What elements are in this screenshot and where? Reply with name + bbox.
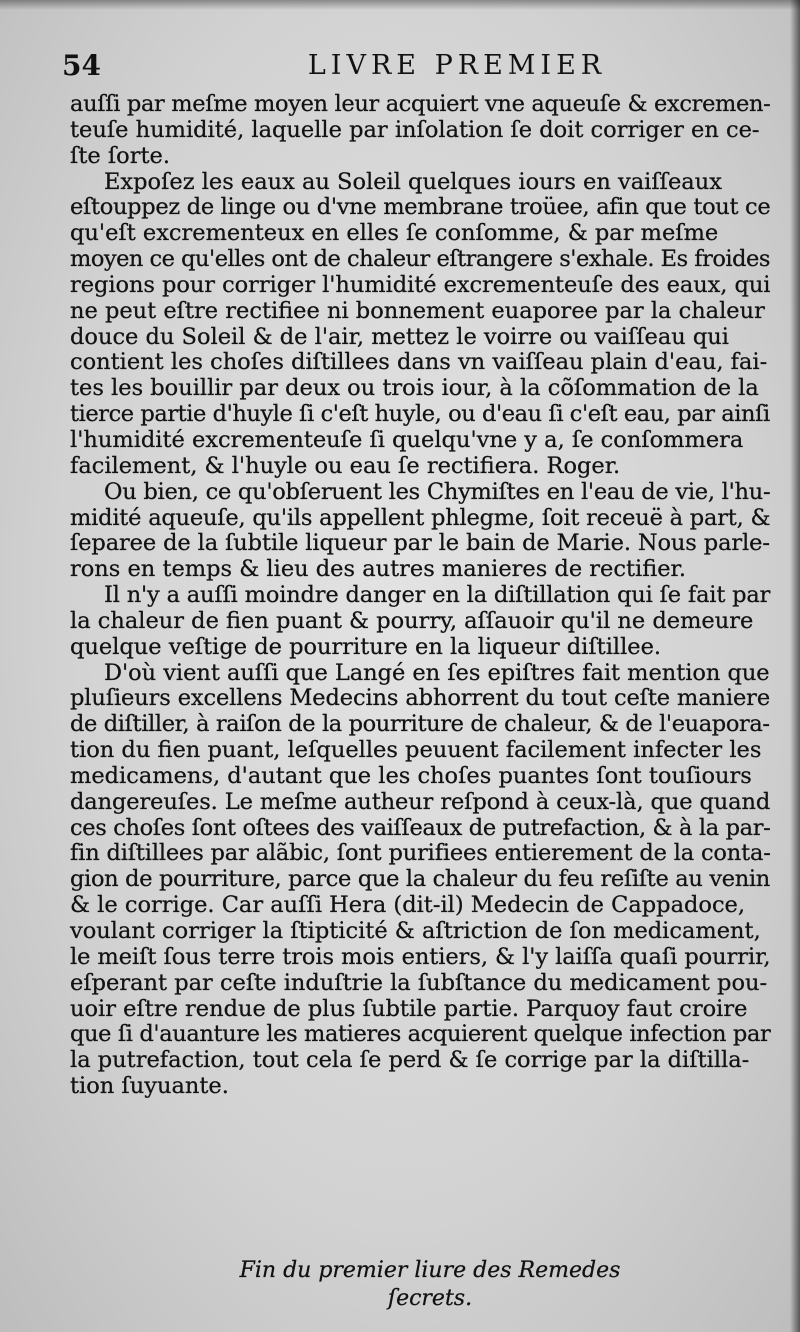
text-line: eſtouppez de linge ou d'vne membrane troüee, afin que tout ce — [70, 194, 771, 221]
text-line: tion ſuyuante. — [70, 1073, 229, 1100]
text-line: fin diſtillees par alãbic, ſont purifiees entierement de la conta- — [70, 840, 771, 867]
text-line: regions pour corriger l'humidité excrementeuſe des eaux, qui — [70, 271, 771, 298]
text-line: ſte ſorte. — [70, 142, 170, 169]
text-line: gion de pourriture, parce que la chaleur du feu reſiſte au venin — [70, 866, 770, 893]
text-line: qu'eſt excrementeux en elles ſe conſomme, & par meſme — [70, 220, 719, 247]
page-binding-shadow — [790, 0, 800, 1332]
text-line: teuſe humidité, laquelle par inſolation ſe doit corriger en ce- — [70, 116, 760, 143]
text-line: tierce partie d'huyle ſi c'eſt huyle, ou d'eau ſi c'eſt eau, par ainſi — [70, 401, 770, 428]
text-line: l'humidité excrementeuſe ſi quelqu'vne y a, ſe conſommera — [70, 426, 744, 453]
page-header — [62, 48, 752, 84]
text-line: voulant corriger la ſtipticité & aſtriction de ſon medicament, — [70, 918, 761, 944]
text-line: auſſi par meſme moyen leur acquiert vne aqueuſe & excremen- — [70, 91, 771, 117]
text-line: tes les bouillir par deux ou trois iour, à la cõſommation de la — [70, 375, 759, 402]
text-line: ne peut eſtre rectifiee ni bonnement euaporee par la chaleur — [70, 297, 765, 324]
text-line: eſperant par ceſte induſtrie la ſubſtance du medicament pou- — [70, 969, 768, 996]
page-top-shadow — [0, 0, 800, 10]
text-line: & le corrige. Car auſſi Hera (dit-il) Medecin de Cappadoce, — [70, 892, 746, 919]
text-line: pluſieurs excellens Medecins abhorrent du tout ceſte maniere — [70, 685, 771, 712]
text-line: facilement, & l'huyle ou eau ſe rectifiera. Roger. — [70, 452, 621, 479]
running-head: LIVRE PREMIER — [307, 50, 607, 81]
text-line: D'où vient auſſi que Langé en ſes epiſtres fait mention que — [104, 659, 770, 686]
text-line: ſeparee de la ſubtile liqueur par le bain de Marie. Nous parle- — [70, 530, 770, 557]
page-number: 54 — [62, 49, 101, 82]
text-line: que ſi d'auanture les matieres acquierent quelque infection par — [70, 1021, 771, 1048]
text-line: Ou bien, ce qu'obſeruent les Chymiſtes en l'eau de vie, l'hu- — [104, 478, 771, 505]
text-line: douce du Soleil & de l'air, mettez le voirre ou vaiſſeau qui — [70, 323, 729, 350]
text-line: le meiſt ſous terre trois mois entiers, & l'y laiſſa quaſi pourrir, — [70, 943, 771, 970]
text-line: ces choſes ſont oſtees des vaiſſeaux de putrefaction, & à la par- — [70, 814, 771, 841]
text-line: la putrefaction, tout cela ſe perd & ſe corrige par la diſtilla- — [70, 1047, 750, 1074]
text-line: la chaleur de fien puant & pourry, aſſauoir qu'il ne demeure — [70, 607, 754, 634]
text-line: medicamens, d'autant que les choſes puantes ſont touſiours — [70, 762, 752, 789]
text-line: midité aqueuſe, qu'ils appellent phlegme, ſoit receuë à part, & — [70, 504, 771, 531]
text-line: rons en temps & lieu des autres manieres de rectifier. — [70, 556, 686, 583]
text-line: moyen ce qu'elles ont de chaleur eſtrangere s'exhale. Es froides — [70, 246, 770, 273]
body-text — [70, 92, 770, 1100]
text-line: tion du fien puant, leſquelles peuuent facilement infecter les — [70, 737, 762, 764]
colophon: Fin du premier liure des Remedes ſecrets. — [239, 1258, 621, 1311]
text-line: Expoſez les eaux au Soleil quelques iours en vaiſſeaux — [104, 168, 722, 195]
text-line: quelque veſtige de pourriture en la liqueur diſtillee. — [70, 633, 662, 660]
text-line: Il n'y a auſſi moindre danger en la diſtillation qui ſe fait par — [104, 582, 771, 609]
text-line: contient les choſes diſtillees dans vn vaiſſeau plain d'eau, fai- — [70, 349, 768, 376]
text-line: uoir eſtre rendue de plus ſubtile partie. Parquoy faut croire — [70, 995, 748, 1022]
text-line: de diſtiller, à raiſon de la pourriture de chaleur, & de l'euapora- — [70, 711, 770, 738]
text-line: dangereuſes. Le meſme autheur reſpond à ceux-là, que quand — [70, 788, 771, 815]
